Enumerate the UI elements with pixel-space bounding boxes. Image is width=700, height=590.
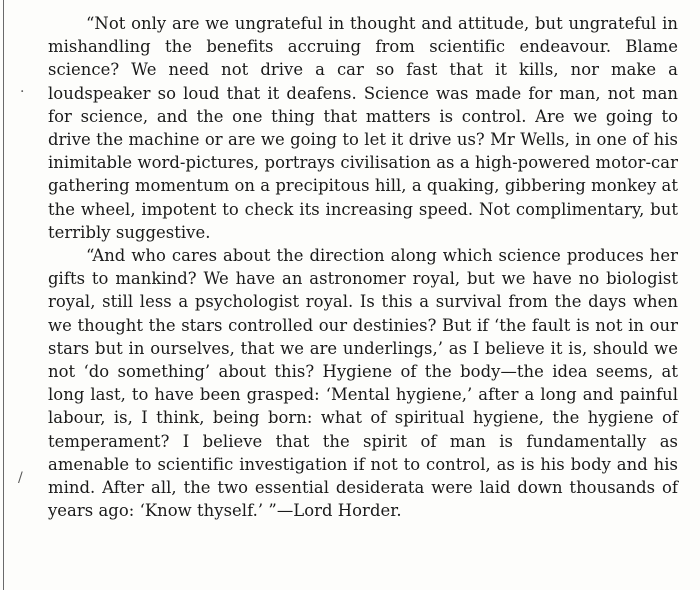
paragraph-2: “And who cares about the direction along which science produces her gifts to mankind? We have an astronomer royal, but we have no biologist royal, still less a psychologist royal. Is this a survival from the days when we thought the stars controlled our destinies? But if ‘the fault is not in our stars but in ourselves, that we are underlings,’ as I believe it is, should we not ‘do something’ about this? Hygiene of the body—the idea seems, at long last, to have been grasped: ‘Mental hygiene,’ after a long and painful labour, is, I think, being born: what of spiritual hygiene, the hygiene of temperament? I believe that the spirit of man is fundamentally as amenable to scientific investigation if not to control, as is his body and his mind. After all, the two essential desiderata were laid down thousands of years ago: ‘Know thyself.’ ”—Lord Horder. bbox=[48, 246, 678, 521]
margin-dot-mark: · bbox=[20, 84, 25, 100]
quoted-text-block bbox=[48, 12, 678, 522]
paragraph-1: “Not only are we ungrateful in thought and attitude, but ungrateful in mishandling the benefits accruing from scientific endeavour. Blame science? We need not drive a car so fast that it kills, nor make a loudspeaker so loud that it deafens. Science was made for man, not man for science, and the one thing that matters is control. Are we going to drive the machine or are we going to let it drive us? Mr Wells, in one of his inimitable word-pictures, portrays civilisation as a high-powered motor-car gathering momentum on a precipitous hill, a quaking, gibbering monkey at the wheel, impotent to check its increasing speed. Not complimentary, but terribly suggestive. bbox=[48, 14, 678, 242]
left-border-rule bbox=[3, 0, 4, 590]
margin-slash-mark: / bbox=[18, 470, 23, 486]
